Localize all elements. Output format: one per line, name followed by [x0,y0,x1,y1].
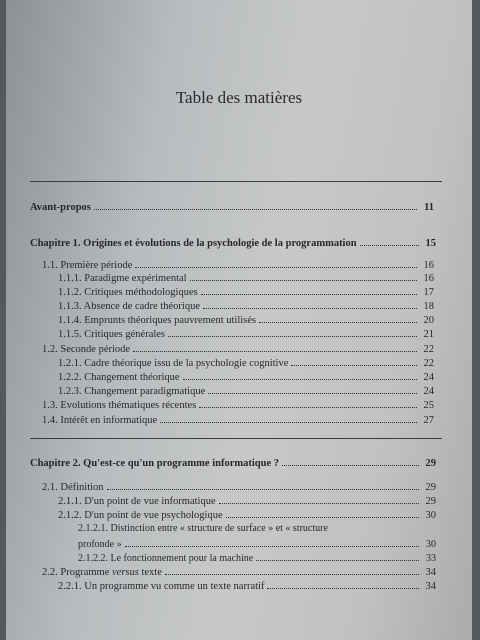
toc-page-number: 18 [423,301,434,312]
toc-entry-label: 1.1.4. Emprunts théoriques pauvrement utilisés [58,315,257,326]
toc-entry-label: 1.2.1. Cadre théorique issu de la psychologie cognitive [58,358,289,369]
toc-page-number: 34 [425,567,436,578]
toc-page-number: 24 [423,386,434,397]
toc-page-number: 22 [423,358,434,369]
toc-entry-label: 2.1.2. D'un point de vue psychologique [58,510,223,521]
toc-entry-avant-propos [30,200,434,214]
toc-page-number: 34 [425,581,436,592]
dot-leader [135,258,417,268]
mid-divider [30,438,442,439]
dot-leader [219,494,419,504]
toc-entry-chapter-1 [30,236,436,250]
toc-entry-2-1-1 [58,494,436,508]
toc-page-number: 30 [425,510,436,521]
toc-page-number: 16 [423,260,434,271]
dot-leader [259,313,417,323]
toc-entry-2-1-2-1-cont [78,537,436,551]
page-title: Table des matières [175,88,303,107]
toc-entry-2-1 [42,480,436,494]
toc-entry-1-1-4 [58,313,434,327]
toc-entry-label: Chapitre 1. Origines et évolutions de la psychologie de la programmation [30,238,357,249]
toc-entry-label: 2.1.1. D'un point de vue informatique [58,496,216,507]
toc-page-number: 16 [423,273,434,284]
dot-leader [160,413,417,423]
dot-leader [125,537,419,547]
toc-entry-label: 1.1.5. Critiques générales [58,329,166,340]
toc-entry-label: 1.2.3. Changement paradigmatique [58,386,206,397]
toc-entry-1-1 [42,258,434,272]
toc-entry-2-2-1 [58,579,436,593]
toc-page-number: 30 [426,539,436,550]
dot-leader [133,342,417,352]
toc-entry-label: 1.3. Evolutions thématiques récentes [42,400,197,411]
toc-entry-text: 2.2. Programme [42,567,110,578]
toc-page-number: 29 [425,458,436,469]
dot-leader [199,398,417,408]
toc-entry-label: 1.1.1. Paradigme expérimental [58,273,187,284]
toc-entry-label: 2.1.2.2. Le fonctionnement pour la machine [78,553,254,564]
toc-entry-label: 1.1.2. Critiques méthodologiques [58,287,198,298]
top-divider [30,181,442,182]
toc-page-number: 25 [423,400,434,411]
toc-entry-1-1-1 [58,271,434,285]
dot-leader [256,551,419,561]
toc-entry-2-1-2-1 [78,522,328,535]
dot-leader [107,480,419,490]
toc-page-number: 15 [425,238,436,249]
toc-entry-1-2 [42,342,434,356]
toc-page-number: 17 [423,287,434,298]
dot-leader [291,356,417,366]
toc-entry-italic: versus [112,567,139,578]
dot-leader [94,200,417,210]
toc-entry-1-2-3 [58,384,434,398]
dot-leader [282,456,419,466]
toc-entry-chapter-2 [30,456,436,470]
toc-entry-1-3 [42,398,434,412]
toc-page-number: 20 [423,315,434,326]
toc-page-number: 11 [424,202,434,213]
toc-page-number: 21 [423,329,434,340]
toc-entry-label: 1.2. Seconde période [42,344,131,355]
toc-entry-text-after: texte [138,567,162,578]
toc-entry-label: profonde » [78,539,122,550]
toc-page-number: 24 [423,372,434,383]
dot-leader [183,370,417,380]
toc-entry-label: 2.1. Définition [42,482,104,493]
toc-page-number: 33 [426,553,436,564]
toc-page-number: 22 [423,344,434,355]
dot-leader [165,565,419,575]
toc-entry-label: 2.2.1. Un programme vu comme un texte narratif [58,581,265,592]
toc-entry-label: Avant-propos [30,202,91,213]
toc-entry-1-2-2 [58,370,434,384]
toc-entry-2-1-2-2 [78,551,436,565]
dot-leader [226,508,419,518]
toc-page-number: 29 [425,482,436,493]
toc-page-number: 29 [425,496,436,507]
toc-entry-label [42,566,162,580]
dot-leader [208,384,417,394]
toc-entry-label: 1.1.3. Absence de cadre théorique [58,301,200,312]
toc-entry-1-1-2 [58,285,434,299]
toc-entry-label: 1.1. Première période [42,260,133,271]
toc-page-number: 27 [423,415,434,426]
toc-entry-1-1-5 [58,327,434,341]
dot-leader [360,236,419,246]
toc-entry-2-1-2 [58,508,436,522]
dot-leader [168,327,417,337]
toc-entry-1-2-1 [58,356,434,370]
toc-entry-1-4 [42,413,434,427]
dot-leader [190,271,417,281]
toc-entry-2-2 [42,565,436,579]
toc-entry-label: 1.4. Intérêt en informatique [42,415,158,426]
dot-leader [267,579,419,589]
book-page [6,0,472,640]
toc-entry-label: Chapitre 2. Qu'est-ce qu'un programme informatique ? [30,458,279,469]
toc-entry-1-1-3 [58,299,434,313]
dot-leader [201,285,417,295]
dot-leader [203,299,417,309]
toc-entry-label: 2.1.2.1. Distinction entre « structure de surface » et « structure [78,523,328,534]
toc-entry-label: 1.2.2. Changement théorique [58,372,180,383]
